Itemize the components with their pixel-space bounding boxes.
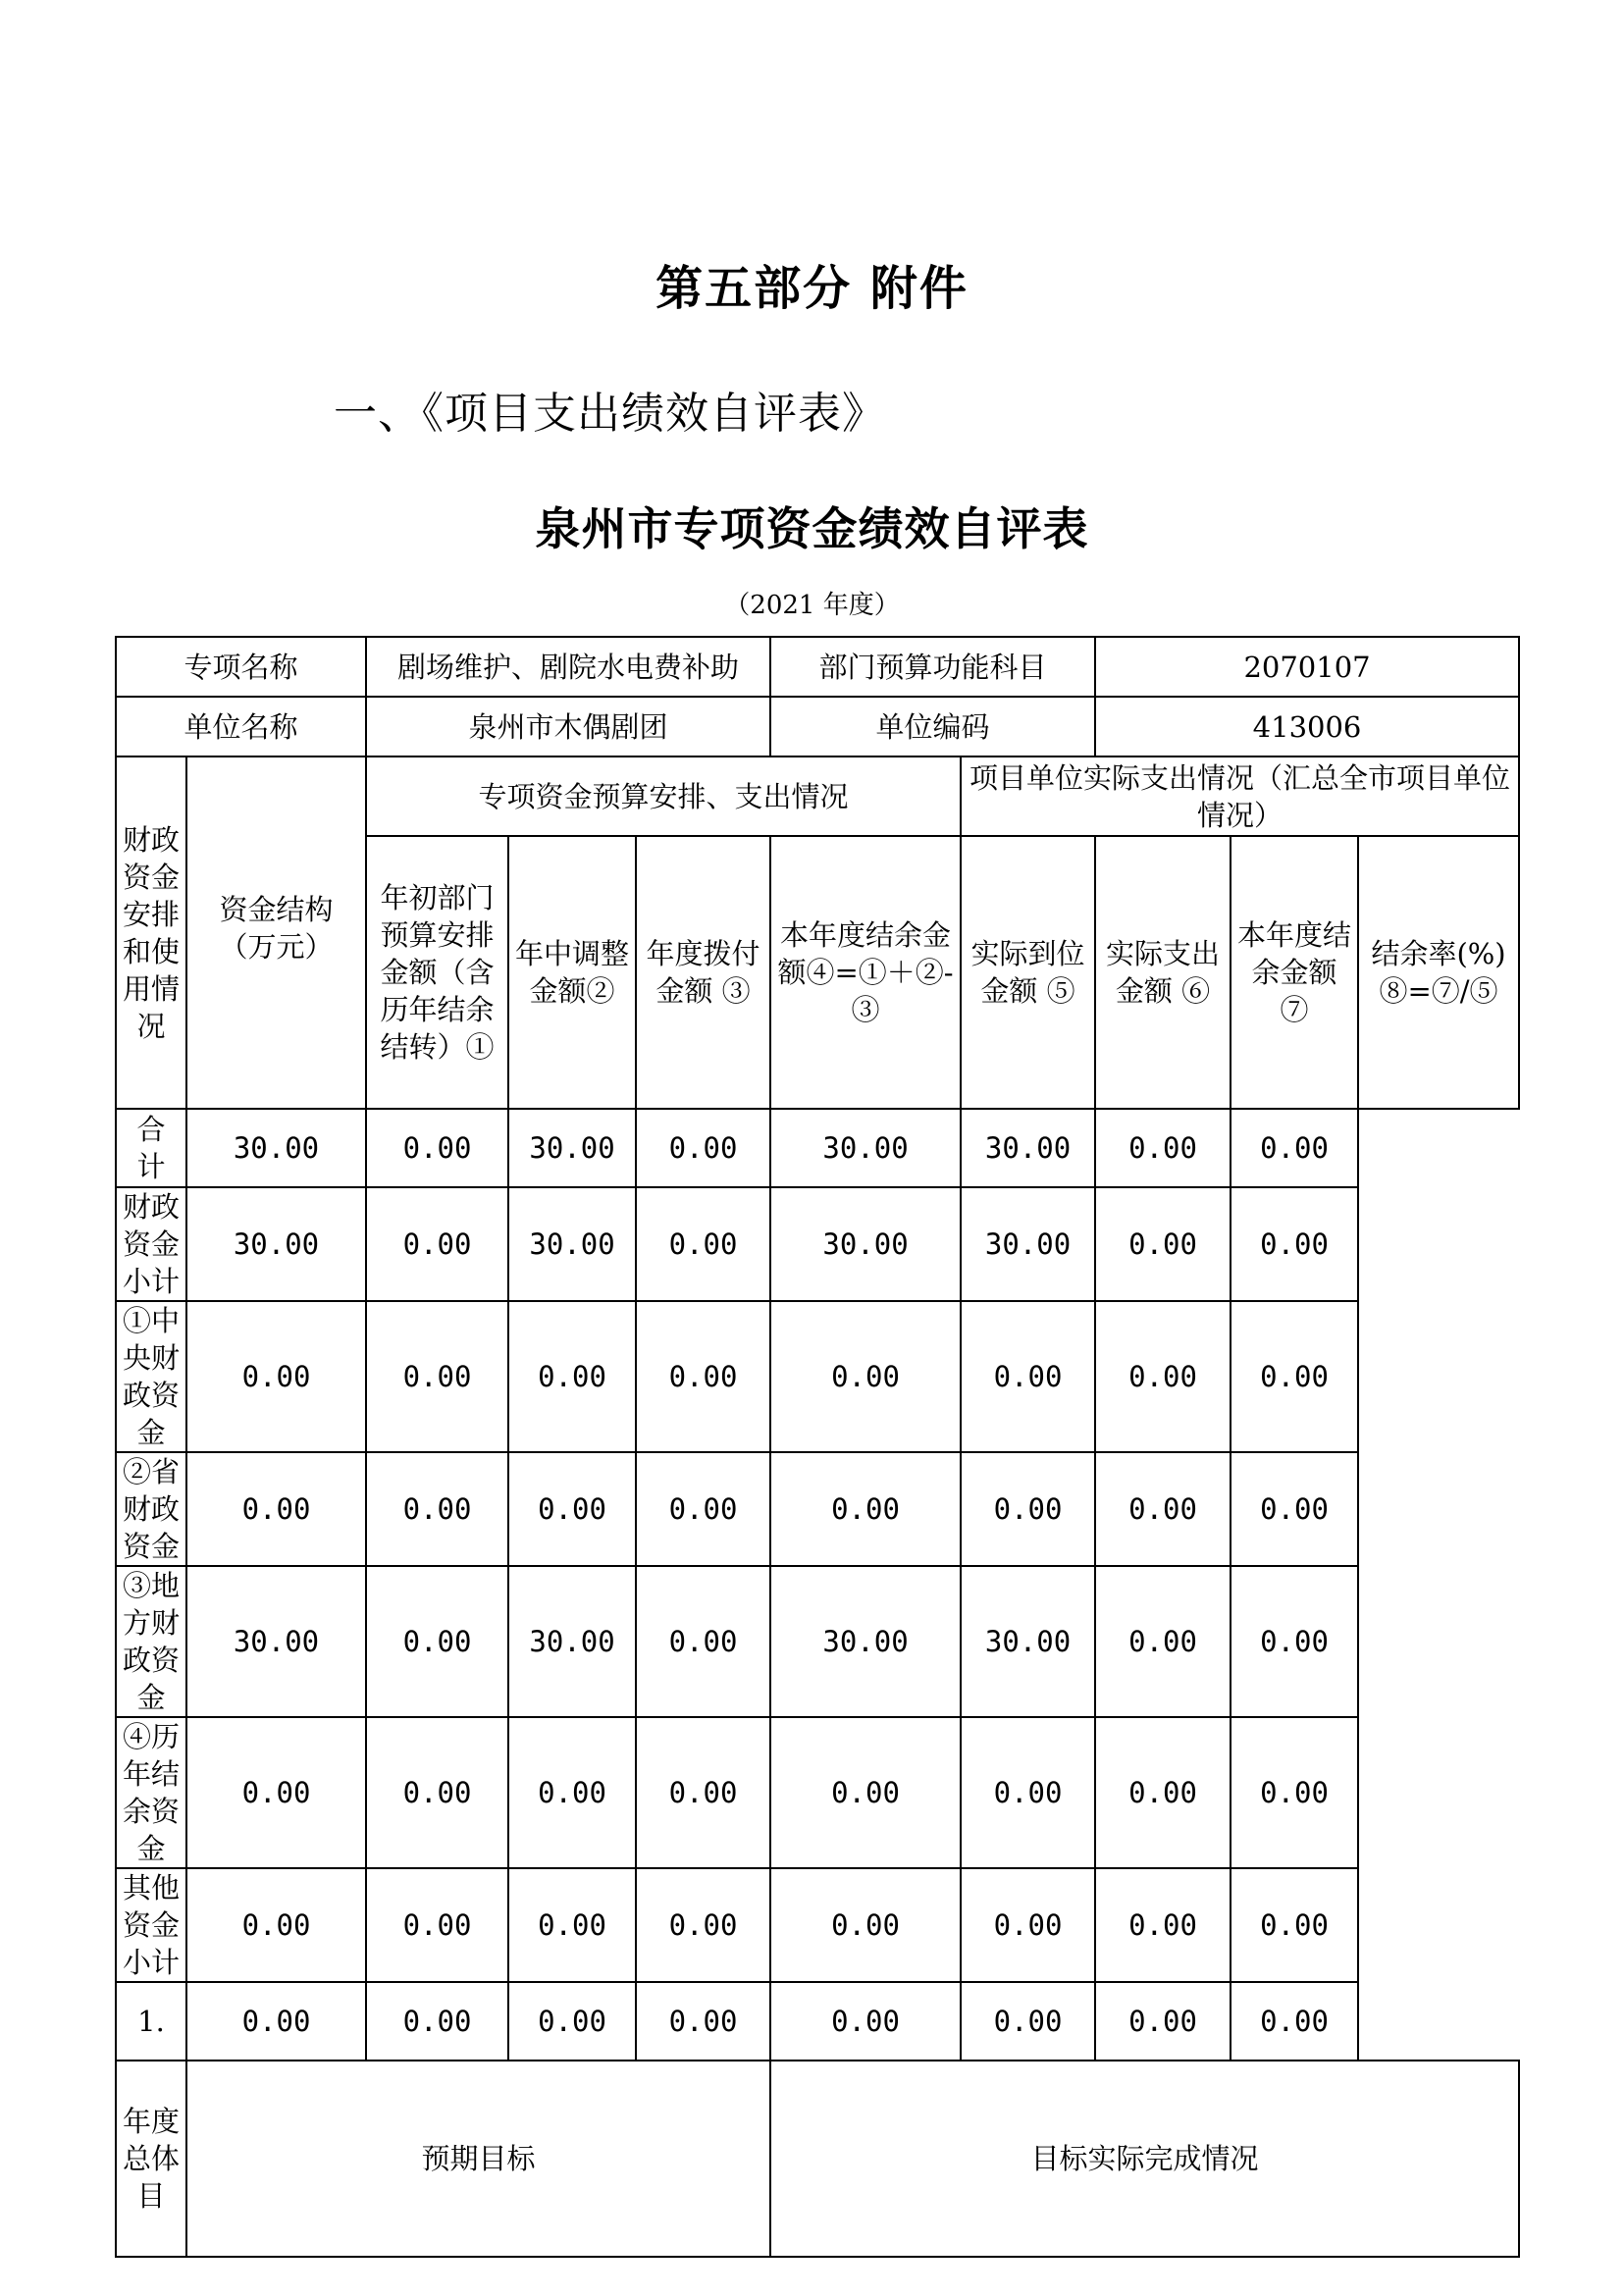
table-cell: 0.00 xyxy=(366,1109,508,1187)
table-cell: 0.00 xyxy=(1095,1868,1231,1982)
table-cell: 0.00 xyxy=(186,1868,366,1982)
table-cell: 0.00 xyxy=(186,1982,366,2061)
budget-subject-value: 2070107 xyxy=(1095,637,1519,697)
table-cell: 0.00 xyxy=(770,1868,961,1982)
table-cell: 0.00 xyxy=(961,1982,1095,2061)
table-cell: 0.00 xyxy=(636,1566,770,1717)
table-cell: 0.00 xyxy=(1095,1301,1231,1452)
table-cell: 0.00 xyxy=(636,1982,770,2061)
row-label: 1. xyxy=(116,1982,186,2061)
row-label: 财政资金小计 xyxy=(116,1187,186,1301)
table-cell: 0.00 xyxy=(508,1717,636,1868)
table-cell: 0.00 xyxy=(636,1452,770,1566)
table-cell: 0.00 xyxy=(1231,1566,1358,1717)
table-row xyxy=(116,1187,1519,1301)
actual-goal-header: 目标实际完成情况 xyxy=(770,2061,1519,2257)
table-cell: 30.00 xyxy=(770,1109,961,1187)
col-header-midyear-adjust: 年中调整金额② xyxy=(508,836,636,1109)
table-cell: 30.00 xyxy=(186,1187,366,1301)
table-row xyxy=(116,1452,1519,1566)
table-cell: 0.00 xyxy=(961,1717,1095,1868)
row-label: ③地方财政资金 xyxy=(116,1566,186,1717)
self-evaluation-table xyxy=(115,636,1520,2258)
project-name-label: 专项名称 xyxy=(116,637,366,697)
table-cell: 0.00 xyxy=(1095,1566,1231,1717)
table-row xyxy=(116,1301,1519,1452)
section-label: 财政资金安排和使用情况 xyxy=(116,757,186,1109)
unit-code-value: 413006 xyxy=(1095,697,1519,757)
table-cell: 30.00 xyxy=(508,1187,636,1301)
table-cell: 0.00 xyxy=(1095,1982,1231,2061)
row-label: ②省财政资金 xyxy=(116,1452,186,1566)
row-label: 其他资金小计 xyxy=(116,1868,186,1982)
unit-code-label: 单位编码 xyxy=(770,697,1095,757)
table-row xyxy=(116,1566,1519,1717)
section-title: 一、《项目支出绩效自评表》 xyxy=(334,389,886,439)
budget-subject-label: 部门预算功能科目 xyxy=(770,637,1095,697)
table-cell: 0.00 xyxy=(636,1717,770,1868)
table-row xyxy=(116,1868,1519,1982)
table-cell: 0.00 xyxy=(1095,1717,1231,1868)
table-cell: 0.00 xyxy=(366,1717,508,1868)
table-cell: 0.00 xyxy=(366,1187,508,1301)
unit-name-label: 单位名称 xyxy=(116,697,366,757)
table-cell: 0.00 xyxy=(636,1301,770,1452)
col-header-actual-received: 实际到位金额 ⑤ xyxy=(961,836,1095,1109)
table-cell: 0.00 xyxy=(186,1452,366,1566)
table-cell: 30.00 xyxy=(961,1187,1095,1301)
table-cell: 0.00 xyxy=(1231,1301,1358,1452)
table-cell: 0.00 xyxy=(770,1982,961,2061)
table-row xyxy=(116,1982,1519,2061)
table-cell: 0.00 xyxy=(508,1982,636,2061)
table-cell: 0.00 xyxy=(1231,1109,1358,1187)
row-label: 合 计 xyxy=(116,1109,186,1187)
budget-group-header: 专项资金预算安排、支出情况 xyxy=(366,757,961,836)
table-cell: 30.00 xyxy=(770,1187,961,1301)
table-cell: 0.00 xyxy=(186,1301,366,1452)
table-cell: 30.00 xyxy=(961,1566,1095,1717)
table-cell: 0.00 xyxy=(1095,1452,1231,1566)
goal-row xyxy=(116,2061,1519,2257)
table-cell: 0.00 xyxy=(366,1982,508,2061)
table-cell: 0.00 xyxy=(1231,1187,1358,1301)
table-cell: 30.00 xyxy=(770,1566,961,1717)
col-header-year-balance: 本年度结余金额 ⑦ xyxy=(1231,836,1358,1109)
table-cell: 0.00 xyxy=(961,1301,1095,1452)
col-header-annual-allocation: 年度拨付金额 ③ xyxy=(636,836,770,1109)
table-row xyxy=(116,1717,1519,1868)
table-cell: 0.00 xyxy=(366,1868,508,1982)
table-cell: 0.00 xyxy=(961,1452,1095,1566)
table-cell: 0.00 xyxy=(770,1301,961,1452)
table-cell: 0.00 xyxy=(770,1717,961,1868)
table-cell: 0.00 xyxy=(636,1868,770,1982)
row-label: ④历年结余资金 xyxy=(116,1717,186,1868)
table-cell: 30.00 xyxy=(961,1109,1095,1187)
table-cell: 0.00 xyxy=(636,1109,770,1187)
table-cell: 30.00 xyxy=(186,1109,366,1187)
row-label: ①中央财政资金 xyxy=(116,1301,186,1452)
table-cell: 0.00 xyxy=(508,1452,636,1566)
table-cell: 0.00 xyxy=(1095,1109,1231,1187)
table-cell: 0.00 xyxy=(1231,1452,1358,1566)
unit-name-value: 泉州市木偶剧团 xyxy=(366,697,770,757)
col-header-balance-rate: 结余率(%)⑧=⑦/⑤ xyxy=(1358,836,1519,1109)
form-title: 泉州市专项资金绩效自评表 xyxy=(535,502,1089,555)
project-info-row xyxy=(116,637,1519,697)
part-title: 第五部分 附件 xyxy=(655,261,969,316)
table-cell: 30.00 xyxy=(186,1566,366,1717)
expected-goal-header: 预期目标 xyxy=(186,2061,770,2257)
goal-label: 年度总体目 xyxy=(116,2061,186,2257)
table-cell: 0.00 xyxy=(1095,1187,1231,1301)
table-cell: 0.00 xyxy=(186,1717,366,1868)
unit-info-row xyxy=(116,697,1519,757)
year-label: （2021 年度） xyxy=(724,591,900,620)
col-header-actual-spent: 实际支出金额 ⑥ xyxy=(1095,836,1231,1109)
table-cell: 30.00 xyxy=(508,1109,636,1187)
project-name-value: 剧场维护、剧院水电费补助 xyxy=(366,637,770,697)
table-cell: 0.00 xyxy=(366,1452,508,1566)
table-cell: 0.00 xyxy=(508,1301,636,1452)
col-header-initial-budget: 年初部门预算安排金额（含历年结余结转）① xyxy=(366,836,508,1109)
table-row xyxy=(116,1109,1519,1187)
actual-group-header: 项目单位实际支出情况（汇总全市项目单位情况） xyxy=(961,757,1519,836)
table-cell: 0.00 xyxy=(366,1566,508,1717)
table-cell: 0.00 xyxy=(508,1868,636,1982)
col-header-annual-balance: 本年度结余金额④=①＋②-③ xyxy=(770,836,961,1109)
table-cell: 0.00 xyxy=(1231,1717,1358,1868)
table-cell: 0.00 xyxy=(961,1868,1095,1982)
table-cell: 0.00 xyxy=(366,1301,508,1452)
group-header-row xyxy=(116,757,1519,836)
table-cell: 0.00 xyxy=(636,1187,770,1301)
table-cell: 0.00 xyxy=(770,1452,961,1566)
fund-structure-header: 资金结构（万元） xyxy=(186,757,366,1109)
table-cell: 0.00 xyxy=(1231,1868,1358,1982)
table-cell: 0.00 xyxy=(1231,1982,1358,2061)
table-cell: 30.00 xyxy=(508,1566,636,1717)
